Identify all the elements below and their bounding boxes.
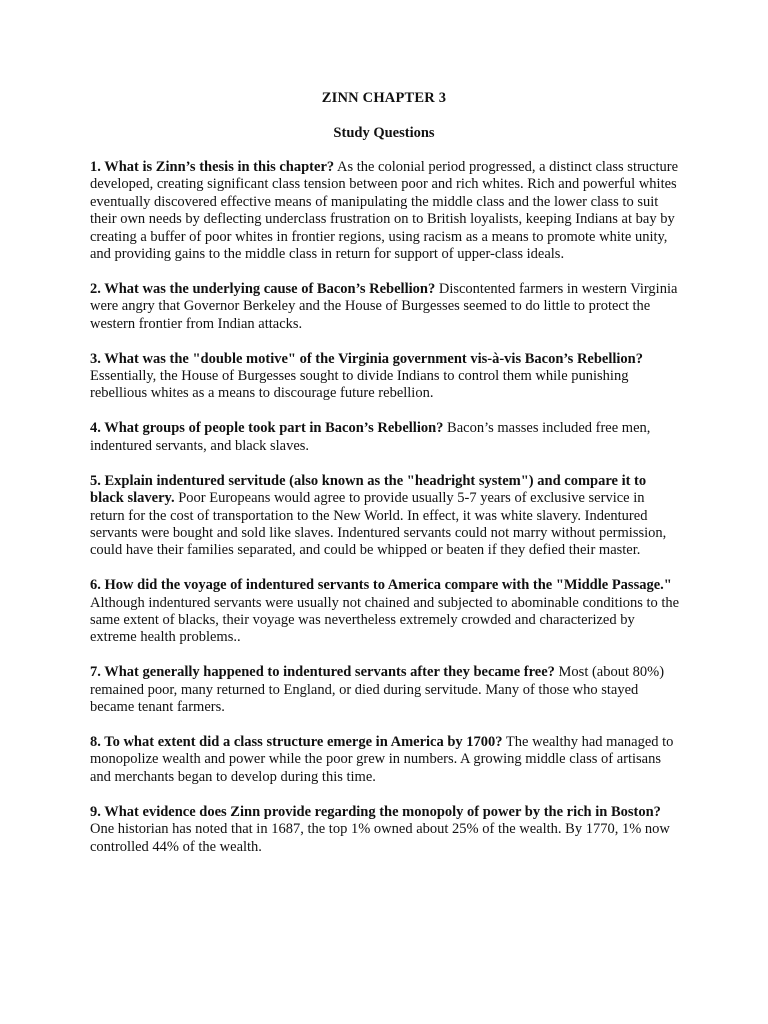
answer-text: Poor Europeans would agree to provide usually 5-7 years of exclusive service in return for the cost of transportation to the New World. In effect, it was white slavery. Indentured servants were bought and sold like slaves. Indentured servants could not marry without permission, could have their families separated, and could be whipped or beaten if they defied their master. [90, 490, 667, 559]
question-text: 8. To what extent did a class structure emerge in America by 1700? [90, 734, 503, 751]
question-text: 5. Explain indentured servitude (also known as the "headright system") and compare it to black slavery. [90, 472, 647, 507]
answer-text: The wealthy had managed to monopolize wealth and power while the poor grew in numbers. A growing middle class of artisans and merchants began to develop during this time. [90, 734, 674, 785]
answer-text: Essentially, the House of Burgesses sought to divide Indians to control them while punishing rebellious whites as a means to discourage future rebellion. [90, 368, 629, 402]
question-item-3 [90, 351, 680, 403]
question-item-5 [90, 473, 680, 560]
question-text: 9. What evidence does Zinn provide regarding the monopoly of power by the rich in Boston? [90, 803, 661, 820]
question-item-8 [90, 734, 680, 786]
question-text: 1. What is Zinn’s thesis in this chapter? [90, 159, 335, 175]
question-text: 4. What groups of people took part in Bacon’s Rebellion? [90, 420, 444, 437]
page-title: ZINN CHAPTER 3 [321, 90, 447, 106]
question-text: 6. How did the voyage of indentured servants to America compare with the "Middle Passage." [90, 577, 672, 594]
answer-text: Bacon’s masses included free men, indentured servants, and black slaves. [90, 420, 651, 454]
answer-text: One historian has noted that in 1687, the top 1% owned about 25% of the wealth. By 1770, 1% now controlled 44% of the wealth. [90, 821, 670, 855]
question-text: 7. What generally happened to indentured servants after they became free? [90, 664, 555, 681]
question-item-9 [90, 804, 680, 856]
answer-text: Although indentured servants were usually not chained and subjected to abominable conditions to the same extent of blacks, their voyage was nevertheless extremely crowded and characterized by extreme health problems.. [90, 594, 680, 646]
question-item-6 [90, 577, 680, 647]
question-text: 3. What was the "double motive" of the Virginia government vis-à-vis Bacon’s Rebellion? [90, 350, 643, 367]
answer-text: Most (about 80%) remained poor, many returned to England, or died during servitude. Many of those who stayed became tenant farmers. [90, 664, 665, 716]
question-text: 2. What was the underlying cause of Bacon’s Rebellion? [90, 280, 436, 297]
page-subtitle: Study Questions [333, 125, 435, 141]
question-item-1 [90, 159, 680, 263]
question-item-4 [90, 420, 680, 455]
question-item-2 [90, 281, 680, 333]
question-list [90, 159, 680, 874]
question-item-7 [90, 664, 680, 716]
answer-text: Discontented farmers in western Virginia were angry that Governor Berkeley and the House of Burgesses seemed to do little to protect the western frontier from Indian attacks. [90, 280, 678, 332]
answer-text: As the colonial period progressed, a distinct class structure developed, creating significant class tension between poor and rich whites. Rich and powerful whites eventually discovered effective means of manipulating the middle class and the lower class to suit their own needs by deflecting underclass frustration on to British loyalists, keeping Indians at bay by creating a buffer of poor whites in frontier regions, using racism as a means to promote white unity, and providing gains to the middle class in return for support of upper-class ideals. [90, 159, 679, 263]
